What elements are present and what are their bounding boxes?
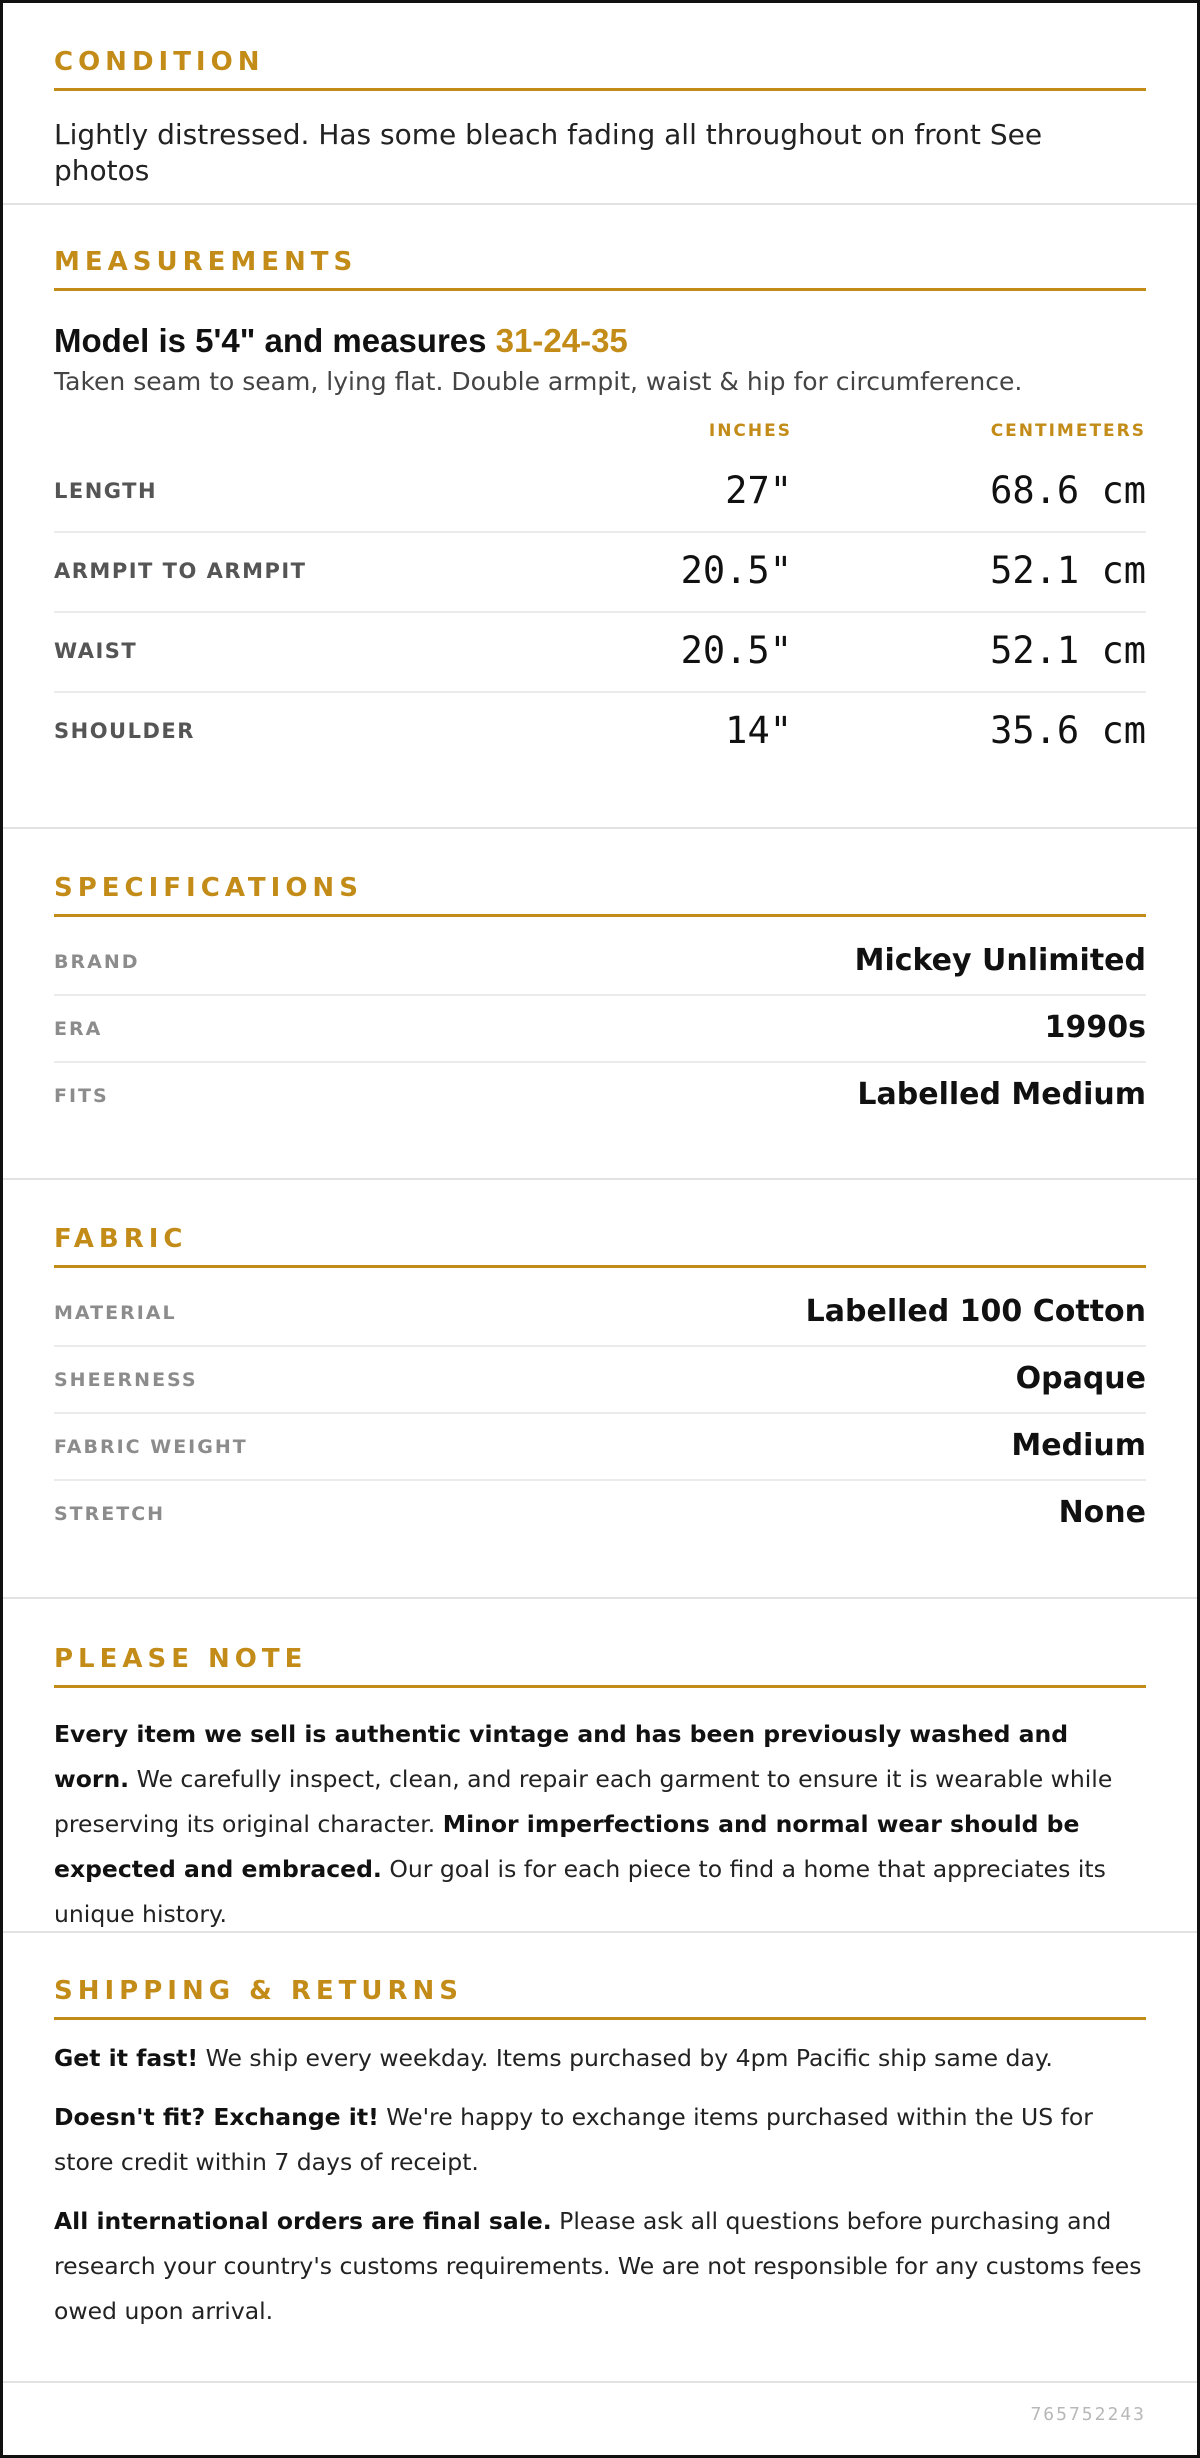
section-divider <box>3 1597 1197 1599</box>
note-bold-2: Minor imperfections and normal wear should be expected and embraced. <box>54 1810 1080 1883</box>
measurement-cm: 35.6 cm <box>990 709 1146 752</box>
fabric-key: SHEERNESS <box>54 1369 198 1391</box>
condition-text: Lightly distressed. Has some bleach fading all throughout on front See photos <box>54 118 1043 187</box>
fabric-key: FABRIC WEIGHT <box>54 1436 248 1458</box>
spec-value: Labelled Medium <box>857 1077 1146 1112</box>
note-text-2: Our goal is for each piece to find a home that appreciates its unique history. <box>54 1855 1106 1928</box>
section-divider <box>3 827 1197 829</box>
measurement-cm: 52.1 cm <box>990 549 1146 592</box>
measurement-cm: 68.6 cm <box>990 469 1146 512</box>
spec-value: Mickey Unlimited <box>854 943 1146 978</box>
spec-row-era <box>54 996 1146 1063</box>
note-text-1: We carefully inspect, clean, and repair each garment to ensure it is wearable while preserving its original character. <box>54 1765 1113 1838</box>
specifications-list <box>54 929 1146 1128</box>
fabric-row-material <box>54 1280 1146 1347</box>
measurements-title-rule <box>54 288 1146 291</box>
model-measures-line <box>54 321 1146 361</box>
measurement-row-armpit <box>54 533 1146 613</box>
measurement-inches: 27" <box>725 469 792 512</box>
measurement-row-shoulder <box>54 693 1146 771</box>
shipping-bold-2: Doesn't fit? Exchange it! <box>54 2103 379 2131</box>
shipping-bold-1: Get it fast! <box>54 2044 199 2072</box>
fabric-title-rule <box>54 1265 1146 1268</box>
please-note-text <box>54 1712 1146 1937</box>
shipping-text-1: We ship every weekday. Items purchased by 4pm Pacific ship same day. <box>198 2044 1053 2072</box>
model-prefix: Model is 5'4" and measures <box>54 322 496 359</box>
measurement-label: SHOULDER <box>54 719 195 743</box>
spec-row-fits <box>54 1063 1146 1128</box>
spec-key: BRAND <box>54 951 140 973</box>
fabric-list <box>54 1280 1146 1546</box>
note-bold-1: Every item we sell is authentic vintage and has been previously washed and worn. <box>54 1720 1069 1793</box>
shipping-paragraph-international <box>54 2199 1146 2334</box>
measurement-inches: 20.5" <box>680 629 792 672</box>
section-divider <box>3 1178 1197 1180</box>
section-divider <box>3 2381 1197 2383</box>
measurement-label: LENGTH <box>54 479 158 503</box>
shipping-title-rule <box>54 2017 1146 2020</box>
shipping-paragraph-fast <box>54 2036 1146 2081</box>
please-note-title-rule <box>54 1685 1146 1688</box>
measurement-column-headers <box>54 421 1146 445</box>
fabric-key: MATERIAL <box>54 1302 177 1324</box>
section-divider <box>3 1931 1197 1933</box>
fabric-value: None <box>1058 1495 1146 1530</box>
spec-key: ERA <box>54 1018 103 1040</box>
shipping-paragraph-exchange <box>54 2095 1146 2185</box>
shipping-text-3: Please ask all questions before purchasing and research your country's customs requirements. We are not responsible for any customs fees owed upon arrival. <box>54 2207 1142 2325</box>
please-note-section <box>3 1643 1197 1937</box>
measurement-table <box>54 453 1146 771</box>
specifications-section <box>3 872 1197 1128</box>
condition-title: CONDITION <box>54 47 265 77</box>
please-note-title: PLEASE NOTE <box>54 1644 308 1674</box>
inches-column-header: INCHES <box>708 421 792 441</box>
measurement-label: ARMPIT TO ARMPIT <box>54 559 307 583</box>
measurement-inches: 20.5" <box>680 549 792 592</box>
section-divider <box>3 203 1197 205</box>
model-measures: 31-24-35 <box>495 322 628 359</box>
fabric-value: Medium <box>1011 1428 1146 1463</box>
measurement-cm: 52.1 cm <box>990 629 1146 672</box>
shipping-bold-3: All international orders are final sale. <box>54 2207 552 2235</box>
spec-row-brand <box>54 929 1146 996</box>
condition-title-rule <box>54 88 1146 91</box>
condition-section <box>3 46 1197 189</box>
fabric-key: STRETCH <box>54 1503 166 1525</box>
spec-key: FITS <box>54 1085 109 1107</box>
measurement-method-note: Taken seam to seam, lying flat. Double armpit, waist & hip for circumference. <box>54 367 1023 396</box>
measurements-section <box>3 246 1197 771</box>
fabric-title: FABRIC <box>54 1224 188 1254</box>
measurement-inches: 14" <box>725 709 792 752</box>
fabric-value: Labelled 100 Cotton <box>805 1294 1146 1329</box>
fabric-row-weight <box>54 1414 1146 1481</box>
measurement-row-waist <box>54 613 1146 693</box>
specifications-title: SPECIFICATIONS <box>54 873 363 903</box>
specifications-title-rule <box>54 914 1146 917</box>
fabric-value: Opaque <box>1015 1361 1146 1396</box>
shipping-section <box>3 1975 1197 2334</box>
spec-value: 1990s <box>1044 1010 1146 1045</box>
fabric-row-sheerness <box>54 1347 1146 1414</box>
measurement-label: WAIST <box>54 639 138 663</box>
fabric-row-stretch <box>54 1481 1146 1546</box>
measurement-row-length <box>54 453 1146 533</box>
item-id: 765752243 <box>1030 2404 1146 2425</box>
shipping-text-2: We're happy to exchange items purchased within the US for store credit within 7 days of receipt. <box>54 2103 1093 2176</box>
centimeters-column-header: CENTIMETERS <box>990 421 1146 441</box>
shipping-title: SHIPPING & RETURNS <box>54 1976 463 2006</box>
measurements-title: MEASUREMENTS <box>54 247 358 277</box>
fabric-section <box>3 1223 1197 1546</box>
